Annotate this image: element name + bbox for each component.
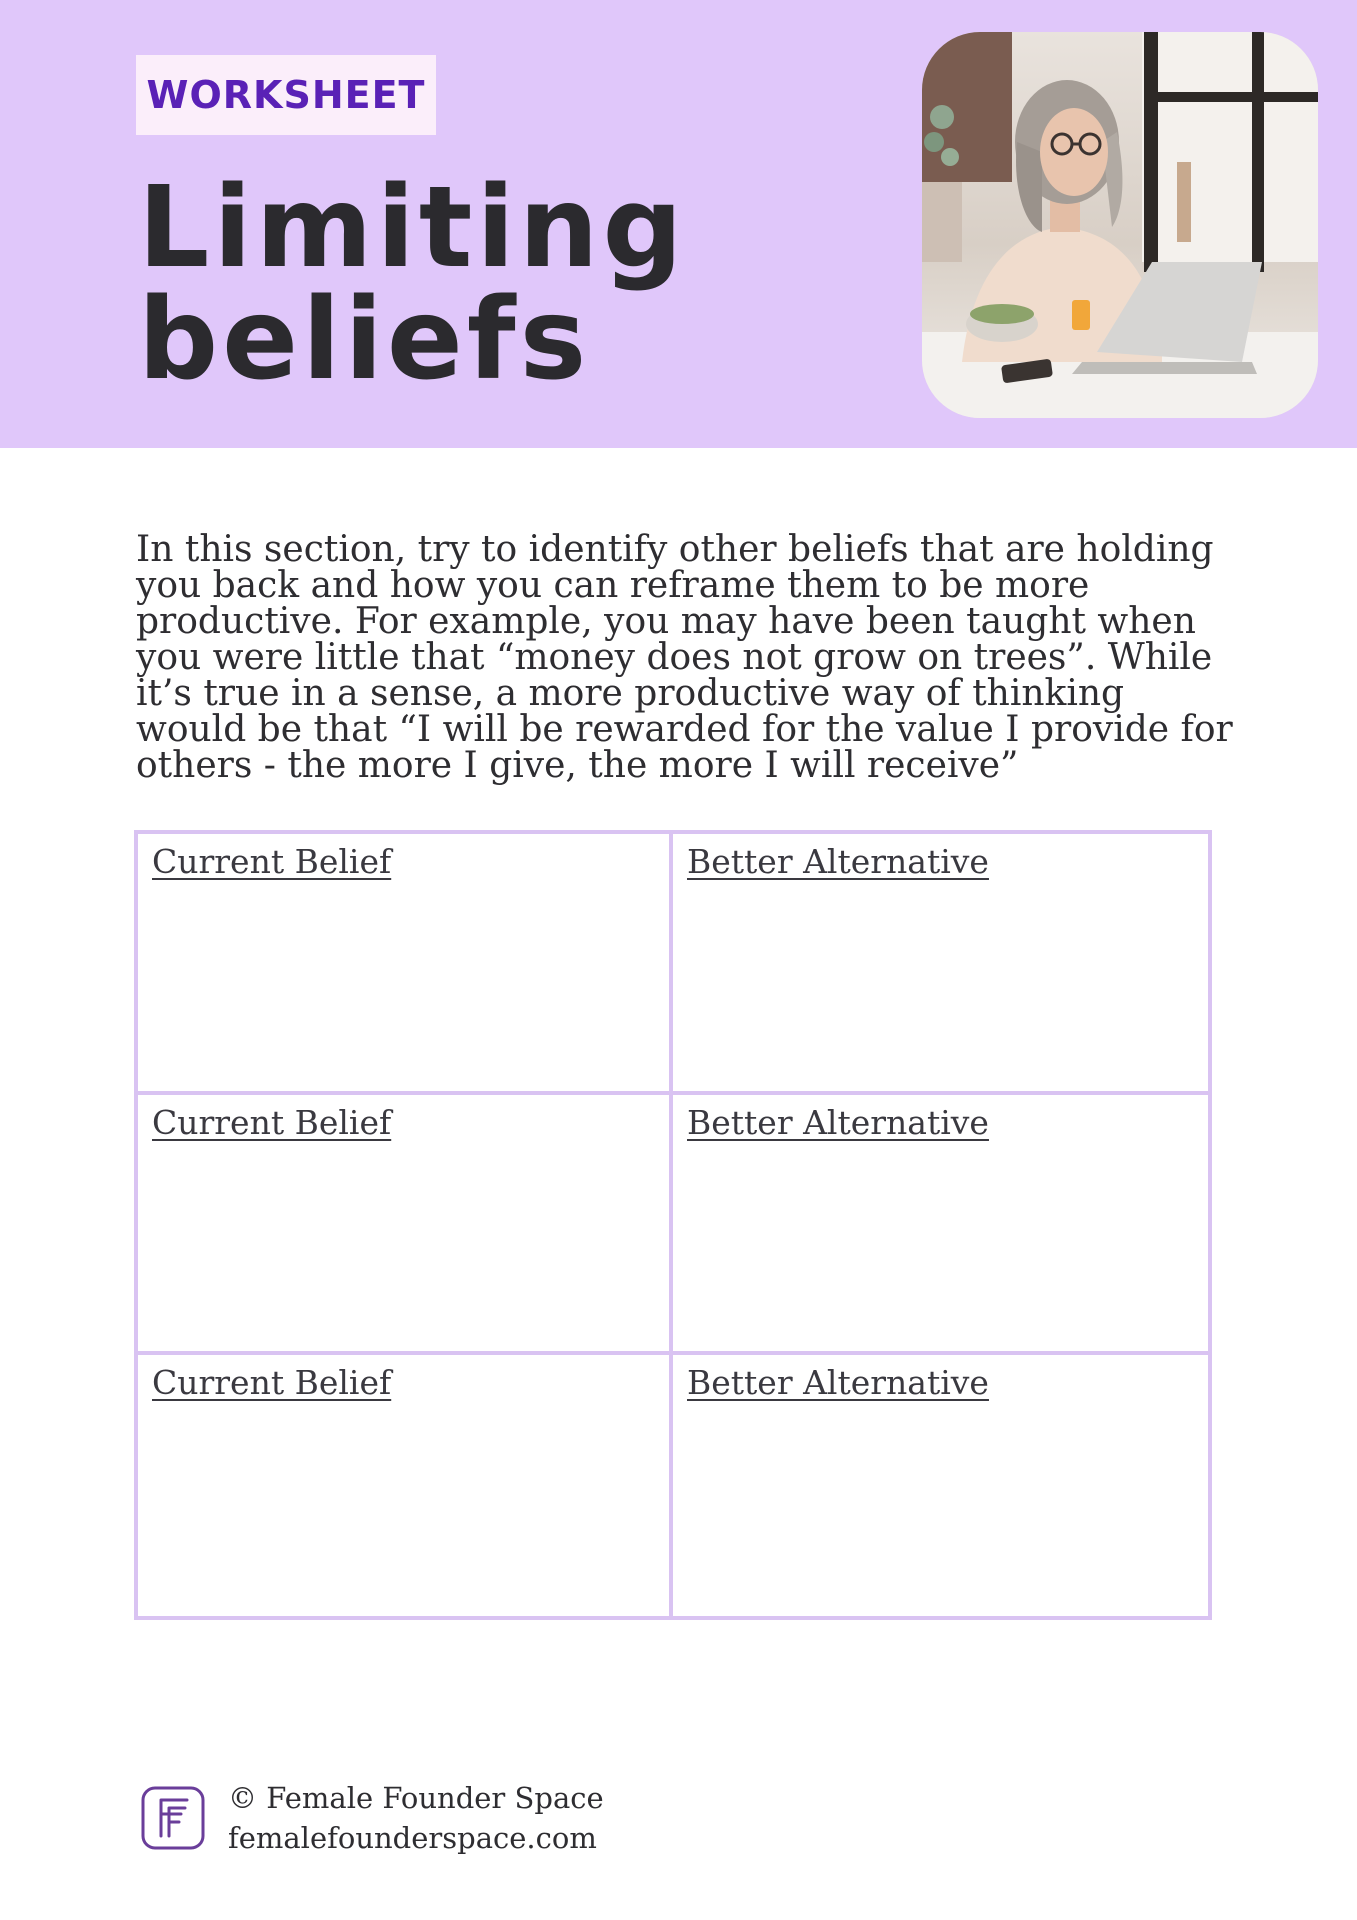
title-line-2: beliefs <box>138 275 591 405</box>
current-belief-cell-1[interactable] <box>138 834 673 1095</box>
better-alternative-cell-3[interactable] <box>673 1355 1208 1616</box>
worksheet-badge: WORKSHEET <box>136 55 436 135</box>
current-belief-label: Current Belief <box>152 1363 392 1403</box>
woman-at-laptop-photo <box>922 32 1318 418</box>
footer-credits <box>228 1778 604 1858</box>
title-line-1: Limiting <box>138 163 687 293</box>
footer-copyright: © Female Founder Space <box>228 1781 604 1815</box>
current-belief-cell-2[interactable] <box>138 1095 673 1356</box>
beliefs-table <box>134 830 1212 1620</box>
better-alternative-label: Better Alternative <box>687 1363 989 1403</box>
better-alternative-label: Better Alternative <box>687 842 989 881</box>
better-alternative-label: Better Alternative <box>687 1102 989 1142</box>
current-belief-cell-3[interactable] <box>138 1355 673 1616</box>
better-alternative-cell-1[interactable] <box>673 834 1208 1095</box>
better-alternative-cell-2[interactable] <box>673 1095 1208 1356</box>
page-title <box>138 163 687 405</box>
intro-paragraph: In this section, try to identify other beliefs that are holding you back and how you can reframe them to be more productive. For example, you may have been taught when you were little that “money does not grow on trees”. While it’s true in a sense, a more productive way of thinking would be that “I will be rewarded for the value I provide for others - the more I give, the more I will receive” <box>136 529 1233 786</box>
female-founder-space-logo-icon <box>141 1786 205 1850</box>
current-belief-label: Current Belief <box>152 1102 392 1142</box>
current-belief-label: Current Belief <box>152 842 392 881</box>
footer-website: femalefounderspace.com <box>228 1821 597 1855</box>
header-banner <box>0 0 1357 448</box>
